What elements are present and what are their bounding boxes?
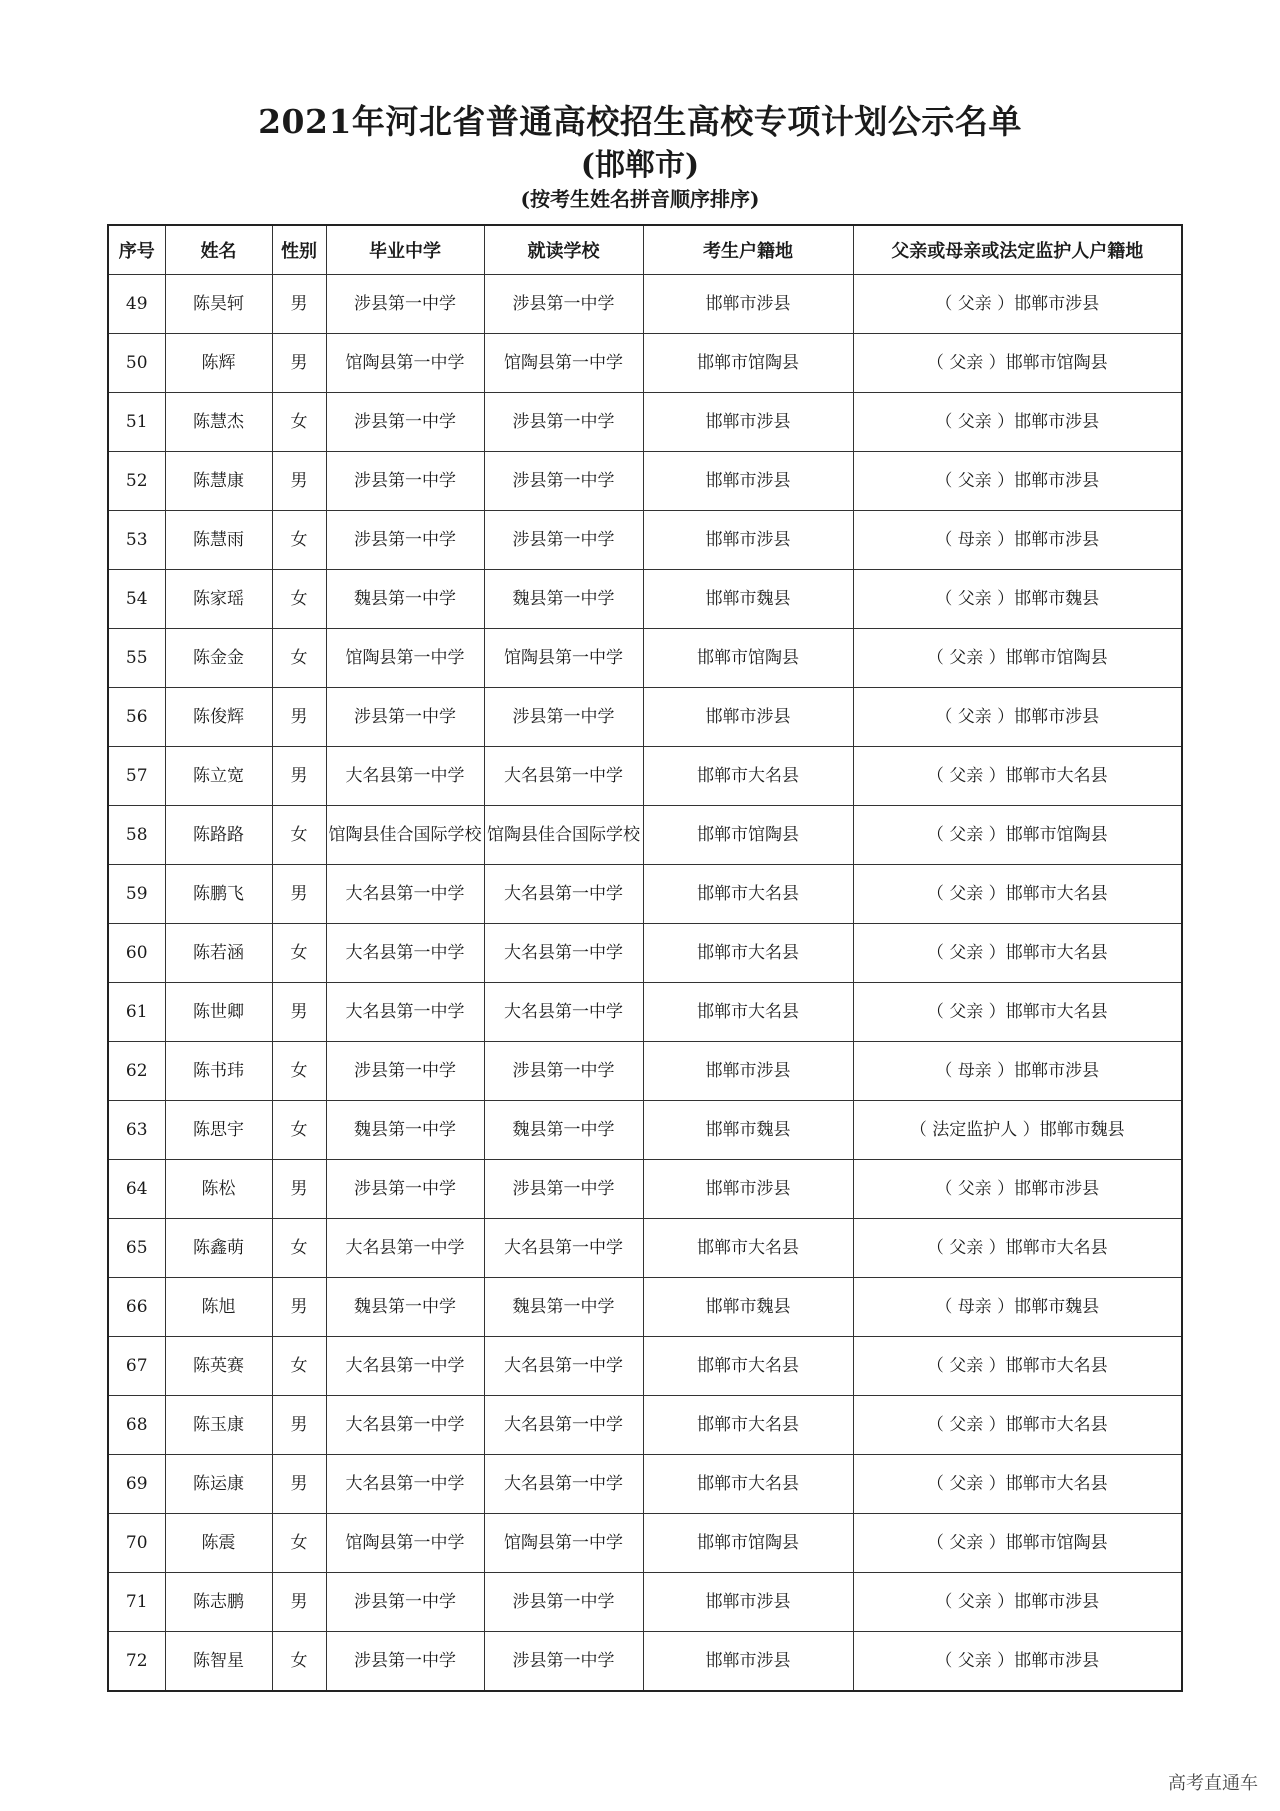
cell-graduated-school: 魏县第一中学: [326, 1278, 484, 1337]
cell-candidate-hukou: 邯郸市涉县: [643, 511, 853, 570]
cell-current-school: 涉县第一中学: [484, 1160, 643, 1219]
cell-guardian-hukou: （ 父亲 ）邯郸市魏县: [853, 570, 1182, 629]
table-header-row: [108, 225, 1182, 275]
cell-candidate-hukou: 邯郸市涉县: [643, 452, 853, 511]
cell-guardian-hukou: （ 父亲 ）邯郸市涉县: [853, 1160, 1182, 1219]
cell-name: 陈昊轲: [165, 275, 272, 334]
cell-name: 陈慧雨: [165, 511, 272, 570]
cell-guardian-hukou: （ 父亲 ）邯郸市涉县: [853, 452, 1182, 511]
cell-gender: 男: [272, 452, 326, 511]
cell-gender: 女: [272, 629, 326, 688]
header-guardian-hukou: 父亲或母亲或法定监护人户籍地: [853, 225, 1182, 275]
cell-guardian-hukou: （ 父亲 ）邯郸市大名县: [853, 1337, 1182, 1396]
cell-name: 陈家瑶: [165, 570, 272, 629]
cell-current-school: 魏县第一中学: [484, 1278, 643, 1337]
table-row: [108, 747, 1182, 806]
cell-graduated-school: 涉县第一中学: [326, 1573, 484, 1632]
cell-gender: 女: [272, 924, 326, 983]
cell-guardian-hukou: （ 父亲 ）邯郸市大名县: [853, 747, 1182, 806]
cell-current-school: 大名县第一中学: [484, 924, 643, 983]
header-name: 姓名: [165, 225, 272, 275]
table-body: [108, 275, 1182, 1692]
cell-index: 49: [108, 275, 165, 334]
cell-graduated-school: 馆陶县第一中学: [326, 1514, 484, 1573]
cell-graduated-school: 涉县第一中学: [326, 511, 484, 570]
cell-index: 67: [108, 1337, 165, 1396]
cell-graduated-school: 馆陶县第一中学: [326, 629, 484, 688]
candidate-table: [107, 224, 1183, 1692]
cell-graduated-school: 魏县第一中学: [326, 570, 484, 629]
cell-candidate-hukou: 邯郸市涉县: [643, 393, 853, 452]
cell-candidate-hukou: 邯郸市涉县: [643, 1632, 853, 1692]
cell-name: 陈旭: [165, 1278, 272, 1337]
cell-graduated-school: 大名县第一中学: [326, 1396, 484, 1455]
cell-index: 52: [108, 452, 165, 511]
cell-gender: 女: [272, 511, 326, 570]
cell-index: 68: [108, 1396, 165, 1455]
cell-gender: 女: [272, 806, 326, 865]
cell-candidate-hukou: 邯郸市魏县: [643, 1101, 853, 1160]
table-row: [108, 1278, 1182, 1337]
cell-guardian-hukou: （ 父亲 ）邯郸市馆陶县: [853, 629, 1182, 688]
cell-graduated-school: 涉县第一中学: [326, 393, 484, 452]
cell-name: 陈运康: [165, 1455, 272, 1514]
cell-candidate-hukou: 邯郸市大名县: [643, 1396, 853, 1455]
cell-guardian-hukou: （ 父亲 ）邯郸市大名县: [853, 983, 1182, 1042]
cell-guardian-hukou: （ 父亲 ）邯郸市涉县: [853, 275, 1182, 334]
cell-name: 陈世卿: [165, 983, 272, 1042]
table-row: [108, 924, 1182, 983]
header-index: 序号: [108, 225, 165, 275]
cell-candidate-hukou: 邯郸市馆陶县: [643, 806, 853, 865]
cell-candidate-hukou: 邯郸市涉县: [643, 1042, 853, 1101]
table-row: [108, 1514, 1182, 1573]
cell-current-school: 大名县第一中学: [484, 1219, 643, 1278]
cell-guardian-hukou: （ 父亲 ）邯郸市大名县: [853, 1396, 1182, 1455]
cell-guardian-hukou: （ 父亲 ）邯郸市涉县: [853, 1632, 1182, 1692]
table-row: [108, 983, 1182, 1042]
cell-name: 陈智星: [165, 1632, 272, 1692]
cell-current-school: 大名县第一中学: [484, 1455, 643, 1514]
cell-candidate-hukou: 邯郸市大名县: [643, 747, 853, 806]
cell-name: 陈志鹏: [165, 1573, 272, 1632]
cell-current-school: 馆陶县第一中学: [484, 629, 643, 688]
cell-current-school: 涉县第一中学: [484, 393, 643, 452]
table-row: [108, 393, 1182, 452]
cell-candidate-hukou: 邯郸市涉县: [643, 1573, 853, 1632]
cell-candidate-hukou: 邯郸市大名县: [643, 924, 853, 983]
cell-guardian-hukou: （ 母亲 ）邯郸市魏县: [853, 1278, 1182, 1337]
cell-name: 陈辉: [165, 334, 272, 393]
city-subtitle: (邯郸市): [580, 148, 700, 183]
cell-guardian-hukou: （ 父亲 ）邯郸市大名县: [853, 1455, 1182, 1514]
cell-gender: 男: [272, 275, 326, 334]
cell-index: 61: [108, 983, 165, 1042]
cell-index: 64: [108, 1160, 165, 1219]
cell-current-school: 涉县第一中学: [484, 1042, 643, 1101]
cell-graduated-school: 涉县第一中学: [326, 1042, 484, 1101]
table-row: [108, 452, 1182, 511]
cell-name: 陈俊辉: [165, 688, 272, 747]
cell-current-school: 涉县第一中学: [484, 275, 643, 334]
cell-gender: 女: [272, 1337, 326, 1396]
cell-gender: 男: [272, 1278, 326, 1337]
cell-current-school: 大名县第一中学: [484, 747, 643, 806]
table-row: [108, 1396, 1182, 1455]
table-row: [108, 1337, 1182, 1396]
cell-gender: 男: [272, 688, 326, 747]
cell-current-school: 馆陶县佳合国际学校: [484, 806, 643, 865]
cell-gender: 男: [272, 1455, 326, 1514]
cell-gender: 男: [272, 334, 326, 393]
cell-guardian-hukou: （ 父亲 ）邯郸市馆陶县: [853, 806, 1182, 865]
cell-index: 57: [108, 747, 165, 806]
cell-name: 陈松: [165, 1160, 272, 1219]
cell-name: 陈路路: [165, 806, 272, 865]
cell-candidate-hukou: 邯郸市大名县: [643, 1455, 853, 1514]
cell-candidate-hukou: 邯郸市大名县: [643, 1337, 853, 1396]
cell-name: 陈思宇: [165, 1101, 272, 1160]
cell-graduated-school: 涉县第一中学: [326, 688, 484, 747]
cell-candidate-hukou: 邯郸市涉县: [643, 688, 853, 747]
cell-name: 陈慧杰: [165, 393, 272, 452]
cell-gender: 女: [272, 1632, 326, 1692]
cell-index: 50: [108, 334, 165, 393]
cell-graduated-school: 涉县第一中学: [326, 275, 484, 334]
cell-current-school: 大名县第一中学: [484, 1396, 643, 1455]
cell-gender: 男: [272, 1160, 326, 1219]
cell-index: 60: [108, 924, 165, 983]
cell-index: 56: [108, 688, 165, 747]
table-row: [108, 1455, 1182, 1514]
cell-candidate-hukou: 邯郸市馆陶县: [643, 1514, 853, 1573]
cell-guardian-hukou: （ 父亲 ）邯郸市大名县: [853, 1219, 1182, 1278]
cell-guardian-hukou: （ 母亲 ）邯郸市涉县: [853, 511, 1182, 570]
cell-candidate-hukou: 邯郸市馆陶县: [643, 629, 853, 688]
cell-index: 71: [108, 1573, 165, 1632]
cell-index: 53: [108, 511, 165, 570]
cell-graduated-school: 大名县第一中学: [326, 1337, 484, 1396]
cell-candidate-hukou: 邯郸市魏县: [643, 570, 853, 629]
cell-candidate-hukou: 邯郸市大名县: [643, 1219, 853, 1278]
cell-name: 陈金金: [165, 629, 272, 688]
cell-graduated-school: 大名县第一中学: [326, 1455, 484, 1514]
table-row: [108, 1101, 1182, 1160]
cell-current-school: 大名县第一中学: [484, 865, 643, 924]
watermark-text: 高考直通车: [1168, 1773, 1258, 1794]
cell-index: 51: [108, 393, 165, 452]
cell-graduated-school: 大名县第一中学: [326, 924, 484, 983]
cell-graduated-school: 涉县第一中学: [326, 1160, 484, 1219]
cell-graduated-school: 涉县第一中学: [326, 452, 484, 511]
cell-index: 70: [108, 1514, 165, 1573]
cell-current-school: 涉县第一中学: [484, 1632, 643, 1692]
cell-gender: 女: [272, 1219, 326, 1278]
cell-name: 陈英赛: [165, 1337, 272, 1396]
page-title: 2021年河北省普通高校招生高校专项计划公示名单: [258, 102, 1022, 141]
cell-current-school: 大名县第一中学: [484, 983, 643, 1042]
cell-name: 陈震: [165, 1514, 272, 1573]
cell-current-school: 魏县第一中学: [484, 570, 643, 629]
cell-index: 55: [108, 629, 165, 688]
cell-current-school: 魏县第一中学: [484, 1101, 643, 1160]
cell-current-school: 馆陶县第一中学: [484, 334, 643, 393]
cell-current-school: 涉县第一中学: [484, 1573, 643, 1632]
cell-candidate-hukou: 邯郸市大名县: [643, 983, 853, 1042]
cell-index: 63: [108, 1101, 165, 1160]
cell-graduated-school: 大名县第一中学: [326, 865, 484, 924]
cell-index: 65: [108, 1219, 165, 1278]
table-row: [108, 629, 1182, 688]
cell-guardian-hukou: （ 父亲 ）邯郸市馆陶县: [853, 1514, 1182, 1573]
header-gender: 性别: [272, 225, 326, 275]
cell-guardian-hukou: （ 父亲 ）邯郸市涉县: [853, 393, 1182, 452]
table-row: [108, 511, 1182, 570]
cell-gender: 男: [272, 865, 326, 924]
cell-guardian-hukou: （ 父亲 ）邯郸市大名县: [853, 924, 1182, 983]
cell-graduated-school: 大名县第一中学: [326, 747, 484, 806]
cell-gender: 女: [272, 393, 326, 452]
cell-candidate-hukou: 邯郸市魏县: [643, 1278, 853, 1337]
cell-index: 54: [108, 570, 165, 629]
cell-graduated-school: 魏县第一中学: [326, 1101, 484, 1160]
cell-gender: 女: [272, 1042, 326, 1101]
header-graduated-school: 毕业中学: [326, 225, 484, 275]
table-row: [108, 1160, 1182, 1219]
table-row: [108, 688, 1182, 747]
cell-gender: 女: [272, 1101, 326, 1160]
cell-name: 陈玉康: [165, 1396, 272, 1455]
cell-name: 陈立宽: [165, 747, 272, 806]
cell-guardian-hukou: （ 母亲 ）邯郸市涉县: [853, 1042, 1182, 1101]
cell-index: 72: [108, 1632, 165, 1692]
cell-index: 62: [108, 1042, 165, 1101]
cell-gender: 女: [272, 570, 326, 629]
cell-candidate-hukou: 邯郸市涉县: [643, 275, 853, 334]
table-row: [108, 1219, 1182, 1278]
table-row: [108, 1042, 1182, 1101]
cell-guardian-hukou: （ 父亲 ）邯郸市馆陶县: [853, 334, 1182, 393]
cell-name: 陈鑫萌: [165, 1219, 272, 1278]
cell-graduated-school: 大名县第一中学: [326, 1219, 484, 1278]
cell-gender: 男: [272, 1396, 326, 1455]
cell-candidate-hukou: 邯郸市涉县: [643, 1160, 853, 1219]
table-row: [108, 334, 1182, 393]
header-current-school: 就读学校: [484, 225, 643, 275]
cell-candidate-hukou: 邯郸市馆陶县: [643, 334, 853, 393]
cell-index: 59: [108, 865, 165, 924]
table-row: [108, 570, 1182, 629]
cell-name: 陈书玮: [165, 1042, 272, 1101]
header-candidate-hukou: 考生户籍地: [643, 225, 853, 275]
cell-current-school: 大名县第一中学: [484, 1337, 643, 1396]
cell-current-school: 涉县第一中学: [484, 511, 643, 570]
table-row: [108, 275, 1182, 334]
cell-index: 66: [108, 1278, 165, 1337]
cell-guardian-hukou: （ 父亲 ）邯郸市大名县: [853, 865, 1182, 924]
cell-gender: 男: [272, 1573, 326, 1632]
cell-guardian-hukou: （ 父亲 ）邯郸市涉县: [853, 1573, 1182, 1632]
cell-graduated-school: 涉县第一中学: [326, 1632, 484, 1692]
cell-name: 陈若涵: [165, 924, 272, 983]
cell-gender: 男: [272, 983, 326, 1042]
cell-gender: 男: [272, 747, 326, 806]
table-row: [108, 1632, 1182, 1692]
cell-graduated-school: 大名县第一中学: [326, 983, 484, 1042]
cell-graduated-school: 馆陶县佳合国际学校: [326, 806, 484, 865]
cell-current-school: 涉县第一中学: [484, 688, 643, 747]
cell-index: 69: [108, 1455, 165, 1514]
cell-current-school: 涉县第一中学: [484, 452, 643, 511]
table-row: [108, 806, 1182, 865]
table-row: [108, 865, 1182, 924]
cell-guardian-hukou: （ 法定监护人 ）邯郸市魏县: [853, 1101, 1182, 1160]
cell-index: 58: [108, 806, 165, 865]
cell-current-school: 馆陶县第一中学: [484, 1514, 643, 1573]
cell-name: 陈鹏飞: [165, 865, 272, 924]
cell-graduated-school: 馆陶县第一中学: [326, 334, 484, 393]
table-row: [108, 1573, 1182, 1632]
cell-name: 陈慧康: [165, 452, 272, 511]
sort-note: (按考生姓名拼音顺序排序): [520, 187, 760, 211]
cell-guardian-hukou: （ 父亲 ）邯郸市涉县: [853, 688, 1182, 747]
cell-gender: 女: [272, 1514, 326, 1573]
cell-candidate-hukou: 邯郸市大名县: [643, 865, 853, 924]
